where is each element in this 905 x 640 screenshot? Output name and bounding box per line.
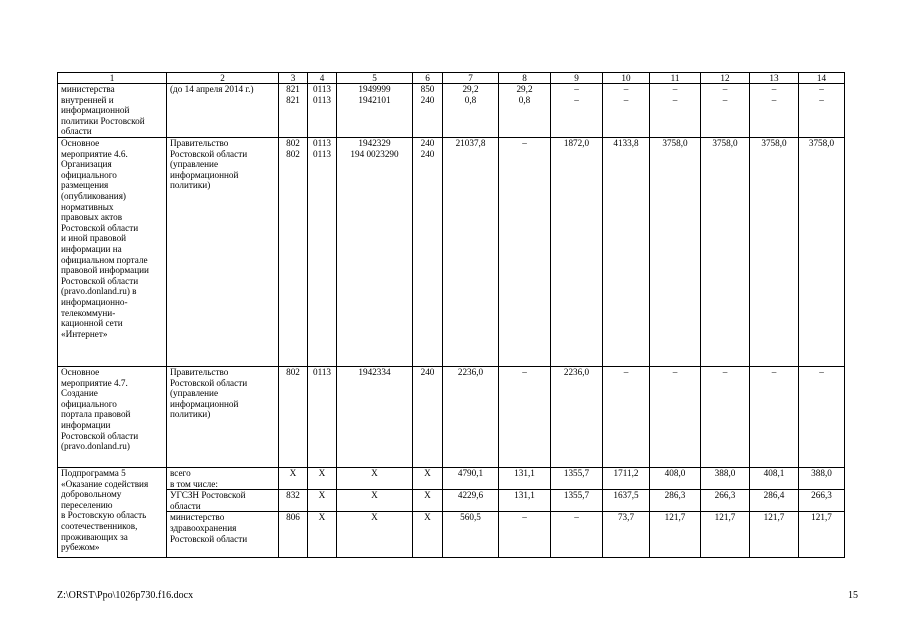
file-path: Z:\ORST\Ppo\1026p730.f16.docx	[57, 590, 194, 601]
row-ministry-executor: (до 14 апреля 2014 г.)	[167, 84, 279, 138]
measure-4-6-col-14: 3758,0	[799, 138, 845, 367]
header-cell-13: 13	[750, 73, 799, 84]
row-measure-4-7	[58, 367, 845, 468]
row-ministry-col-11: – –	[650, 84, 701, 138]
measure-4-6-col-5: 1942329 194 0023290	[337, 138, 413, 367]
measure-4-7-col-13: –	[750, 367, 799, 468]
measure-4-7-executor: Правительство Ростовской области (управление информационной политики)	[167, 367, 279, 468]
row-ministry-col-6: 850 240	[413, 84, 443, 138]
row-ministry-col-5: 1949999 1942101	[337, 84, 413, 138]
measure-4-7-col-11: –	[650, 367, 701, 468]
header-cell-14: 14	[799, 73, 845, 84]
row-measure-4-6	[58, 138, 845, 367]
header-cell-2: 2	[167, 73, 279, 84]
measure-4-6-col-11: 3758,0	[650, 138, 701, 367]
row-ministry-col-12: – –	[701, 84, 750, 138]
subprogram-5-health-col-7: 560,5	[443, 512, 499, 558]
row-ministry-col-3: 821 821	[279, 84, 308, 138]
subprogram-5-ugszn-col-4: X	[308, 490, 337, 512]
measure-4-7-col-10: –	[603, 367, 650, 468]
subprogram-5-total-col-14: 388,0	[799, 468, 845, 490]
measure-4-7-col-4: 0113	[308, 367, 337, 468]
subprogram-5-ugszn-col-6: X	[413, 490, 443, 512]
header-cell-10: 10	[603, 73, 650, 84]
measure-4-7-col-12: –	[701, 367, 750, 468]
subprogram-5-total-col-10: 1711,2	[603, 468, 650, 490]
subprogram-5-ugszn-col-13: 286,4	[750, 490, 799, 512]
page-number: 15	[848, 590, 858, 601]
subprogram-5-health-col-14: 121,7	[799, 512, 845, 558]
row-subprogram-5-total	[58, 468, 845, 490]
header-cell-11: 11	[650, 73, 701, 84]
subprogram-5-ugszn-col-10: 1637,5	[603, 490, 650, 512]
subprogram-5-total-col-5: X	[337, 468, 413, 490]
subprogram-5-health-col-8: –	[499, 512, 551, 558]
measure-4-7-description: Основное мероприятие 4.7. Создание официального портала правовой информации Ростовской области (pravo.donland.ru)	[58, 367, 167, 468]
subprogram-5-description: Подпрограмма 5 «Оказание содействия добровольному переселению в Ростовскую область соотечественников, проживающих за рубежом»	[58, 468, 167, 558]
subprogram-5-total-col-4: X	[308, 468, 337, 490]
header-cell-4: 4	[308, 73, 337, 84]
measure-4-7-col-8: –	[499, 367, 551, 468]
subprogram-5-health-col-5: X	[337, 512, 413, 558]
subprogram-5-health-col-13: 121,7	[750, 512, 799, 558]
measure-4-6-col-13: 3758,0	[750, 138, 799, 367]
subprogram-5-ugszn-col-7: 4229,6	[443, 490, 499, 512]
subprogram-5-ugszn-col-3: 832	[279, 490, 308, 512]
header-cell-6: 6	[413, 73, 443, 84]
measure-4-6-col-8: –	[499, 138, 551, 367]
subprogram-5-ugszn-col-11: 286,3	[650, 490, 701, 512]
row-subprogram-5-health	[58, 512, 845, 558]
measure-4-7-col-6: 240	[413, 367, 443, 468]
header-cell-5: 5	[337, 73, 413, 84]
budget-table	[57, 72, 845, 558]
row-ministry-col-7: 29,2 0,8	[443, 84, 499, 138]
row-ministry-col-8: 29,2 0,8	[499, 84, 551, 138]
measure-4-6-col-9: 1872,0	[551, 138, 603, 367]
subprogram-5-ugszn-col-14: 266,3	[799, 490, 845, 512]
header-row	[58, 73, 845, 84]
measure-4-6-description: Основное мероприятие 4.6. Организация официального размещения (опубликования) нормативных правовых актов Ростовской области и иной правовой информации на официальном портале правовой информации Ростовской области (pravo.donland.ru) в информационно- телекоммуни- кационной сети «Интернет»	[58, 138, 167, 367]
subprogram-5-total-col-11: 408,0	[650, 468, 701, 490]
row-ministry-col-9: – –	[551, 84, 603, 138]
header-cell-9: 9	[551, 73, 603, 84]
subprogram-5-total-col-9: 1355,7	[551, 468, 603, 490]
measure-4-6-col-6: 240 240	[413, 138, 443, 367]
row-ministry-col-10: – –	[603, 84, 650, 138]
measure-4-7-col-3: 802	[279, 367, 308, 468]
row-ministry-col-13: – –	[750, 84, 799, 138]
subprogram-5-health-col-12: 121,7	[701, 512, 750, 558]
subprogram-5-ugszn-col-8: 131,1	[499, 490, 551, 512]
measure-4-6-col-3: 802 802	[279, 138, 308, 367]
subprogram-5-health-executor: министерство здравоохранения Ростовской области	[167, 512, 279, 558]
header-cell-8: 8	[499, 73, 551, 84]
subprogram-5-total-executor: всего в том числе:	[167, 468, 279, 490]
subprogram-5-total-col-7: 4790,1	[443, 468, 499, 490]
subprogram-5-health-col-4: X	[308, 512, 337, 558]
subprogram-5-total-col-8: 131,1	[499, 468, 551, 490]
measure-4-7-col-14: –	[799, 367, 845, 468]
subprogram-5-health-col-9: –	[551, 512, 603, 558]
subprogram-5-total-col-6: X	[413, 468, 443, 490]
measure-4-6-col-10: 4133,8	[603, 138, 650, 367]
header-cell-1: 1	[58, 73, 167, 84]
subprogram-5-ugszn-col-12: 266,3	[701, 490, 750, 512]
measure-4-6-executor: Правительство Ростовской области (управление информационной политики)	[167, 138, 279, 367]
measure-4-7-col-9: 2236,0	[551, 367, 603, 468]
header-cell-12: 12	[701, 73, 750, 84]
row-subprogram-5-ugszn	[58, 490, 845, 512]
measure-4-7-col-5: 1942334	[337, 367, 413, 468]
measure-4-6-col-7: 21037,8	[443, 138, 499, 367]
row-ministry-description: министерства внутренней и информационной политики Ростовской области	[58, 84, 167, 138]
row-ministry-col-14: – –	[799, 84, 845, 138]
row-ministry-col-4: 0113 0113	[308, 84, 337, 138]
measure-4-6-col-4: 0113 0113	[308, 138, 337, 367]
subprogram-5-ugszn-col-9: 1355,7	[551, 490, 603, 512]
subprogram-5-health-col-10: 73,7	[603, 512, 650, 558]
subprogram-5-health-col-3: 806	[279, 512, 308, 558]
header-cell-3: 3	[279, 73, 308, 84]
measure-4-7-col-7: 2236,0	[443, 367, 499, 468]
subprogram-5-total-col-13: 408,1	[750, 468, 799, 490]
subprogram-5-health-col-11: 121,7	[650, 512, 701, 558]
subprogram-5-ugszn-col-5: X	[337, 490, 413, 512]
subprogram-5-ugszn-executor: УГСЗН Ростовской области	[167, 490, 279, 512]
header-cell-7: 7	[443, 73, 499, 84]
subprogram-5-total-col-12: 388,0	[701, 468, 750, 490]
subprogram-5-total-col-3: X	[279, 468, 308, 490]
subprogram-5-health-col-6: X	[413, 512, 443, 558]
measure-4-6-col-12: 3758,0	[701, 138, 750, 367]
row-ministry	[58, 84, 845, 138]
